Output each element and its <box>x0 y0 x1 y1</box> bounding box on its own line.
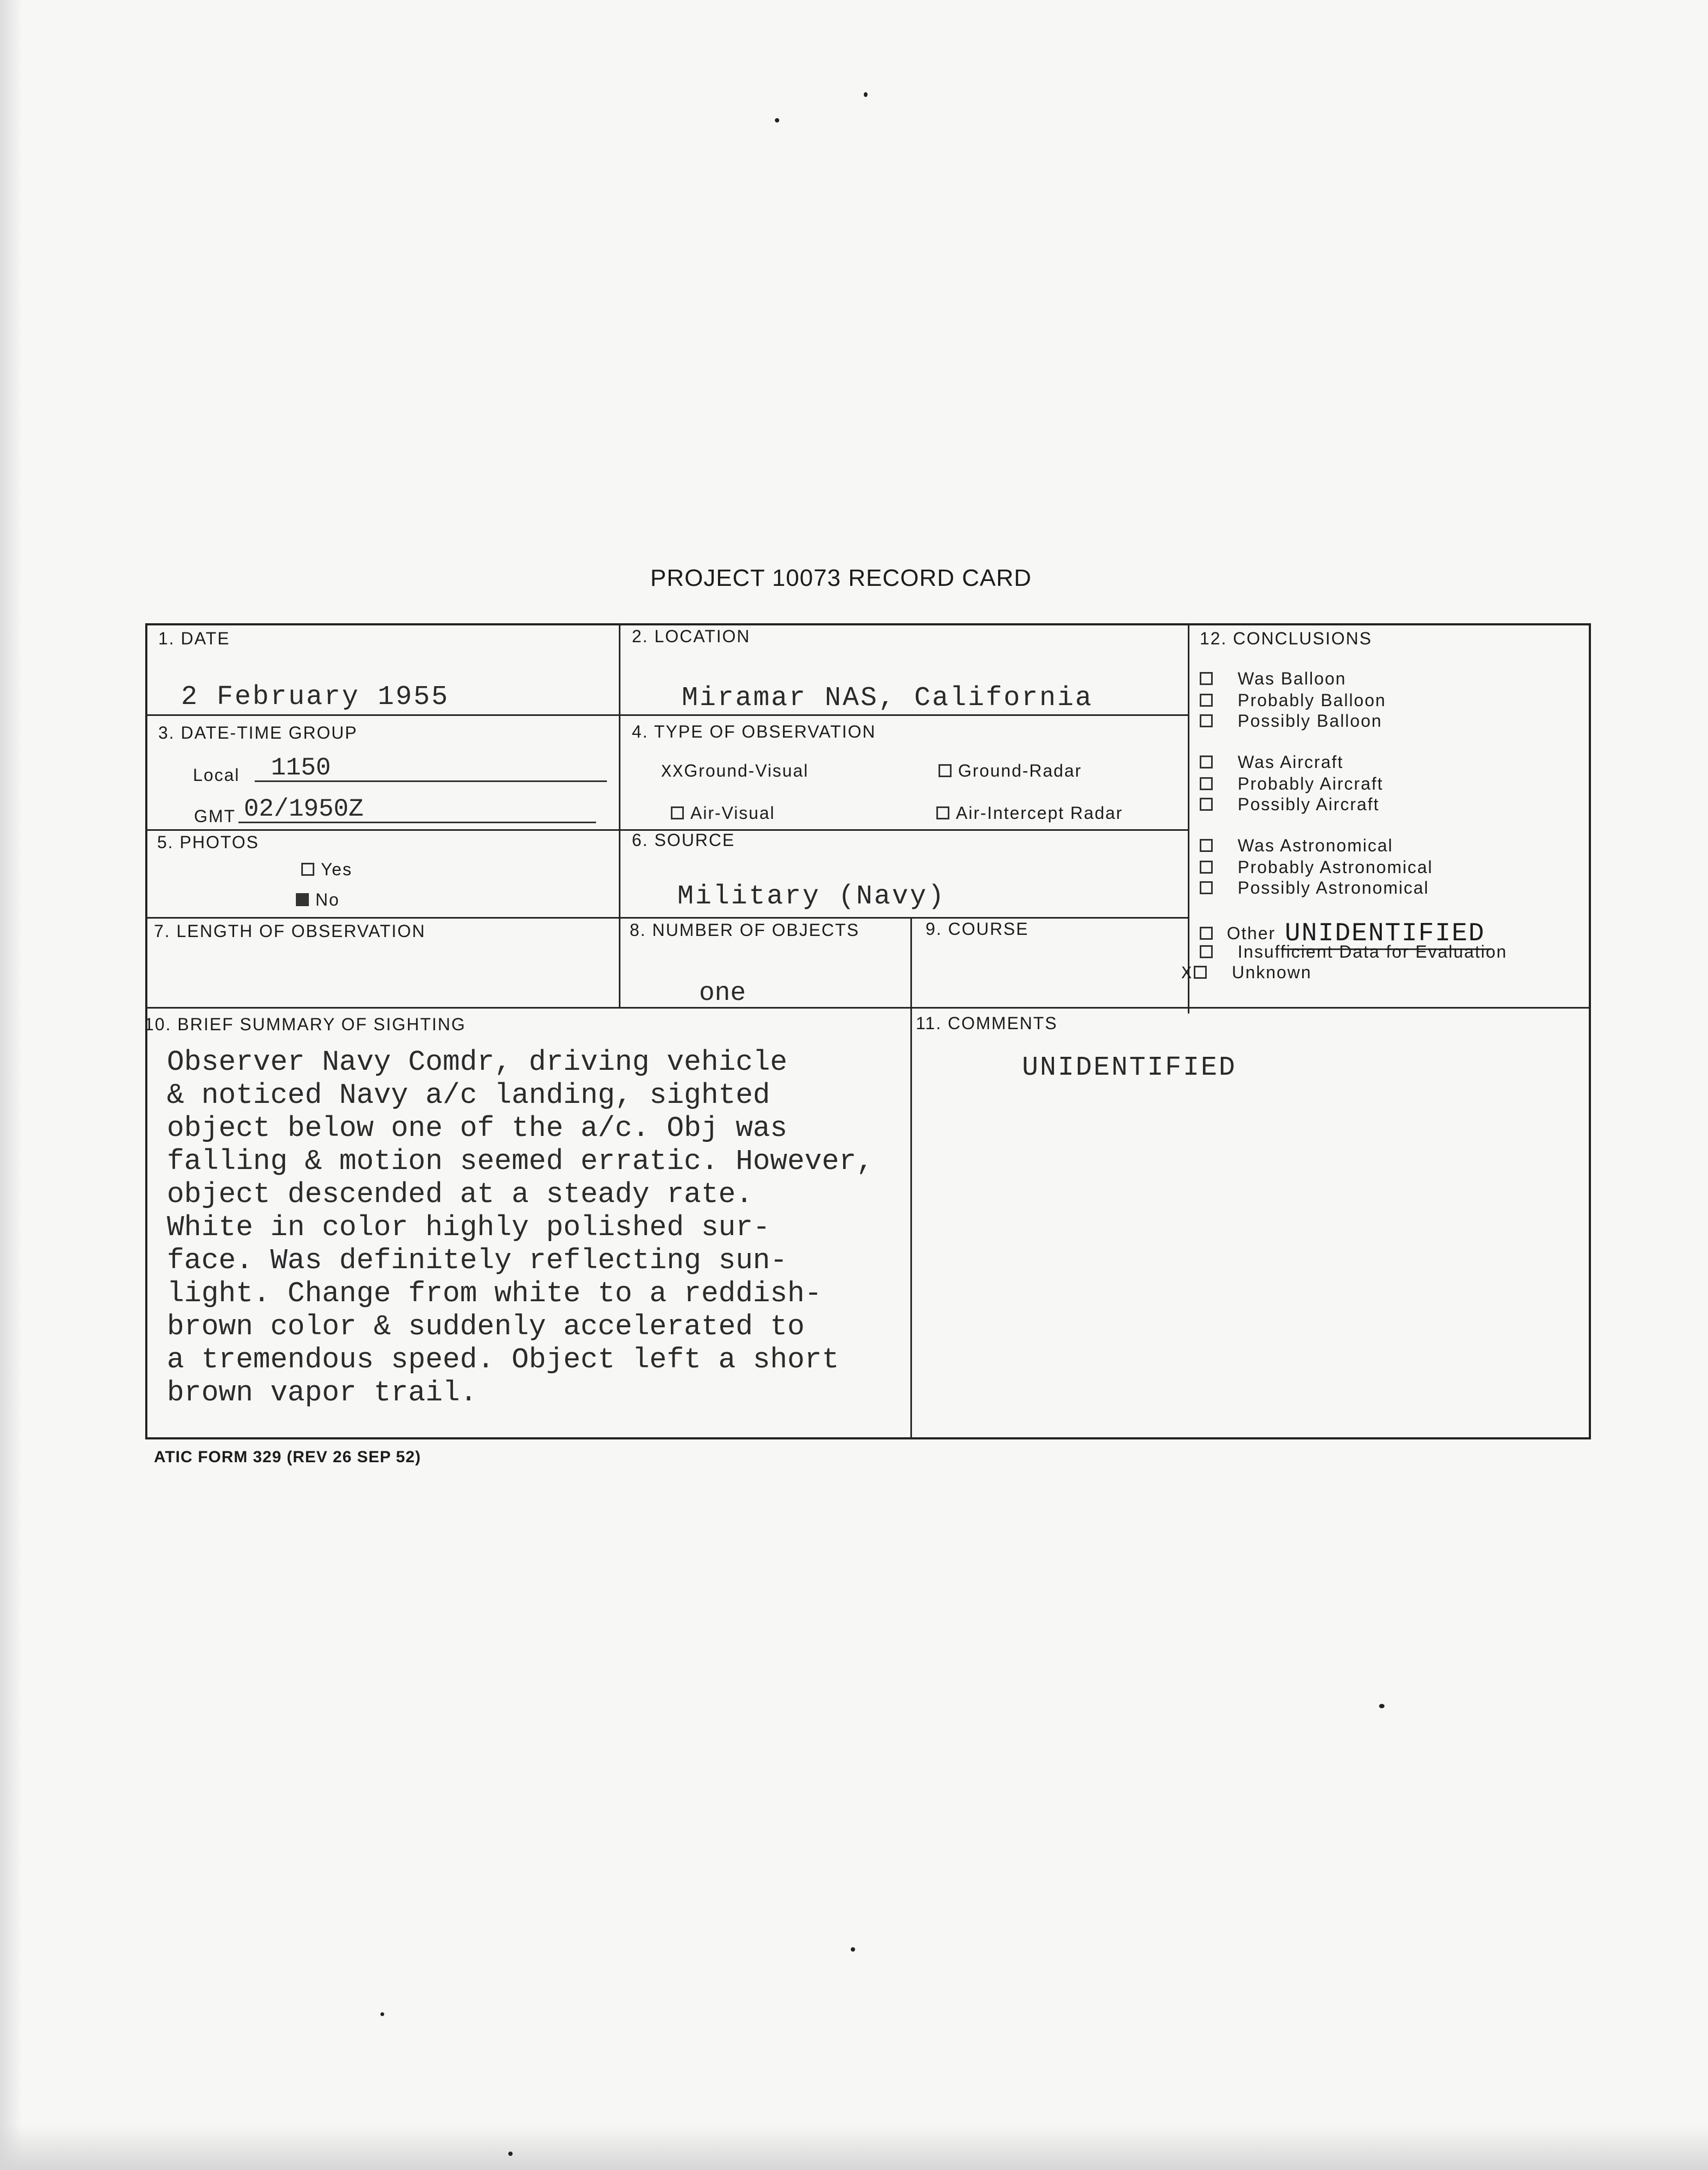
date-time-group-label: 3. DATE-TIME GROUP <box>158 723 358 742</box>
comments-value: UNIDENTIFIED <box>1022 1052 1237 1083</box>
form-code: ATIC FORM 329 (REV 26 SEP 52) <box>154 1448 422 1466</box>
summary-line: a tremendous speed. Object left a short <box>167 1344 839 1376</box>
conclusion-option <box>1200 752 1343 772</box>
number-of-objects-label: 8. NUMBER OF OBJECTS <box>630 920 860 940</box>
conclusion-text: Possibly Balloon <box>1238 711 1382 731</box>
air-visual-option <box>671 803 775 823</box>
checked-box-icon <box>296 893 309 906</box>
conclusion-option <box>1200 774 1383 794</box>
conclusion-option <box>1200 795 1380 815</box>
checkbox-icon <box>936 806 949 819</box>
conclusion-unknown-option <box>1181 963 1312 984</box>
number-of-objects-value: one <box>699 979 746 1008</box>
card-title: PROJECT 10073 RECORD CARD <box>650 565 1032 591</box>
scan-edge-shadow <box>0 0 22 2170</box>
dust-speck <box>380 2012 384 2016</box>
dust-speck <box>775 118 779 122</box>
checkbox-icon <box>1200 927 1213 940</box>
checkbox-icon <box>1200 861 1213 874</box>
ground-radar-option <box>939 761 1082 781</box>
checkbox-icon <box>939 764 952 777</box>
photos-yes-option <box>301 860 352 880</box>
conclusion-text: Was Astronomical <box>1238 836 1393 855</box>
location-value: Miramar NAS, California <box>682 683 1094 714</box>
summary-line: face. Was definitely reflecting sun- <box>167 1244 787 1277</box>
checkbox-icon <box>1200 945 1213 958</box>
dust-speck <box>1379 1704 1384 1708</box>
conclusion-text: Possibly Astronomical <box>1238 878 1429 897</box>
dust-speck <box>851 1947 855 1952</box>
checkbox-icon <box>1200 755 1213 768</box>
photos-yes-text: Yes <box>321 860 353 879</box>
source-value: Military (Navy) <box>677 881 946 912</box>
dust-speck <box>508 2152 513 2156</box>
divider-col-2 <box>1188 623 1189 1013</box>
ground-radar-text: Ground-Radar <box>958 761 1082 780</box>
conclusion-option <box>1200 878 1429 898</box>
summary-line: object below one of the a/c. Obj was <box>167 1112 787 1145</box>
scan-bottom-shadow <box>0 2124 1708 2170</box>
conclusion-option <box>1200 836 1393 856</box>
summary-line: Observer Navy Comdr, driving vehicle <box>167 1046 787 1078</box>
conclusion-text: Was Aircraft <box>1238 752 1344 772</box>
summary-text <box>167 1046 953 1410</box>
ground-visual-text: Ground-Visual <box>684 761 809 780</box>
conclusion-other-value: UNIDENTIFIED <box>1282 919 1491 950</box>
checkbox-icon <box>1200 694 1213 707</box>
gmt-label: GMT <box>194 806 236 826</box>
photos-no-option <box>296 890 340 910</box>
ground-visual-option <box>661 761 808 782</box>
conclusion-other-label: Other <box>1227 923 1276 943</box>
conclusion-text: Probably Balloon <box>1238 690 1386 710</box>
conclusion-option <box>1200 669 1346 689</box>
course-label: 9. COURSE <box>926 919 1029 939</box>
checkbox-icon <box>301 863 314 876</box>
conclusion-text: Probably Aircraft <box>1238 774 1383 793</box>
checkbox-icon <box>1200 672 1213 685</box>
checkbox-icon <box>1200 798 1213 811</box>
conclusion-option <box>1200 711 1382 731</box>
conclusion-text: Possibly Aircraft <box>1238 795 1380 814</box>
divider-row-3 <box>145 917 1188 919</box>
air-intercept-radar-option <box>936 803 1123 823</box>
checkbox-icon <box>1194 966 1207 979</box>
air-intercept-radar-text: Air-Intercept Radar <box>956 803 1123 823</box>
conclusion-text: Probably Astronomical <box>1238 857 1433 877</box>
conclusion-option <box>1200 690 1386 711</box>
length-of-observation-label: 7. LENGTH OF OBSERVATION <box>154 921 426 941</box>
checkbox-icon <box>1200 881 1213 894</box>
local-time-value: 1150 <box>255 755 607 782</box>
conclusion-unknown-text: Unknown <box>1232 963 1312 982</box>
type-of-observation-label: 4. TYPE OF OBSERVATION <box>632 722 876 741</box>
ground-visual-check-mark: XX <box>661 762 684 782</box>
summary-line: & noticed Navy a/c landing, sighted <box>167 1079 771 1112</box>
location-label: 2. LOCATION <box>632 627 751 646</box>
divider-row-1 <box>145 714 1188 716</box>
comments-label: 11. COMMENTS <box>916 1013 1058 1033</box>
checkbox-icon <box>1200 714 1213 727</box>
summary-line: White in color highly polished sur- <box>167 1211 771 1244</box>
dust-speck <box>864 92 868 97</box>
conclusion-text: Was Balloon <box>1238 669 1347 688</box>
divider-col-1 <box>619 623 620 1007</box>
conclusion-insufficient-option <box>1200 942 1507 962</box>
date-value: 2 February 1955 <box>181 682 450 713</box>
checkbox-icon <box>1200 839 1213 852</box>
photos-no-text: No <box>315 890 340 909</box>
unknown-check-mark: X <box>1181 964 1193 984</box>
divider-row-4 <box>145 1007 1591 1009</box>
local-time-label: Local <box>193 765 240 785</box>
photos-label: 5. PHOTOS <box>157 832 260 852</box>
summary-label: 10. BRIEF SUMMARY OF SIGHTING <box>144 1015 466 1034</box>
summary-line: brown vapor trail. <box>167 1377 477 1409</box>
air-visual-text: Air-Visual <box>690 803 775 823</box>
source-label: 6. SOURCE <box>632 830 735 850</box>
conclusion-option <box>1200 857 1433 877</box>
gmt-value: 02/1950Z <box>238 797 596 823</box>
conclusion-insufficient-text: Insufficient Data for Evaluation <box>1238 942 1508 961</box>
summary-line: falling & motion seemed erratic. However, <box>167 1145 874 1178</box>
date-label: 1. DATE <box>158 629 230 648</box>
summary-line: object descended at a steady rate. <box>167 1178 753 1211</box>
checkbox-icon <box>671 806 684 819</box>
conclusions-label: 12. CONCLUSIONS <box>1200 629 1373 648</box>
checkbox-icon <box>1200 777 1213 790</box>
summary-line: light. Change from white to a reddish- <box>167 1277 822 1310</box>
summary-line: brown color & suddenly accelerated to <box>167 1310 805 1343</box>
